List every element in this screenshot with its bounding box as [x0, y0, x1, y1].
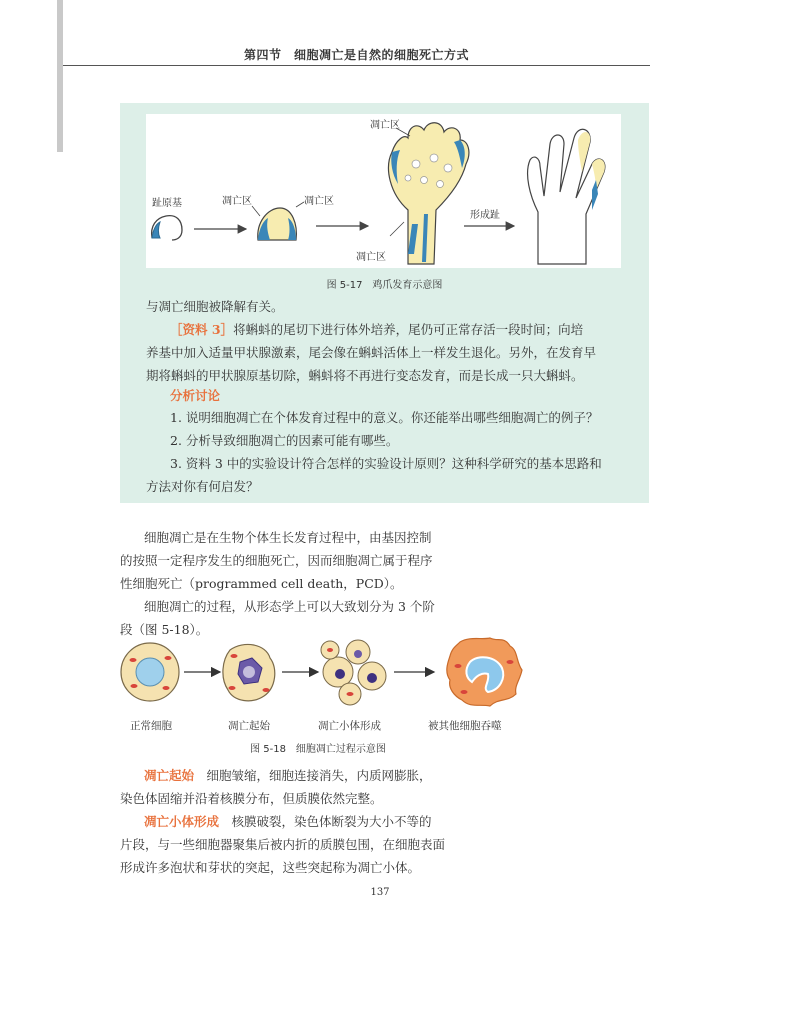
- stage-label-engulfed: 被其他细胞吞噬: [428, 720, 502, 732]
- page-number: 137: [370, 887, 390, 898]
- limb-paddle-shape: [389, 123, 469, 264]
- figure-5-17-caption: 图 5-17 鸡爪发育示意图: [326, 280, 443, 291]
- body-p2-line-1: 细胞凋亡的过程，从形态学上可以大致划分为 3 个阶: [144, 599, 435, 614]
- stage-start-line-2: 染色体固缩并沿着核膜分布，但质膜依然完整。: [120, 791, 383, 806]
- apoptosis-bud-shape: [258, 208, 297, 240]
- figure-5-18: [118, 632, 528, 712]
- material-3-line-3: 期将蝌蚪的甲状腺原基切除，蝌蚪将不再进行变态发育，而是长成一只大蝌蚪。: [146, 368, 584, 383]
- label-form-toe: 形成趾: [470, 210, 500, 221]
- stage-label-start: 凋亡起始: [228, 720, 270, 732]
- discussion-title: 分析讨论: [170, 388, 221, 403]
- stage-label-bodies: 凋亡小体形成: [318, 720, 381, 732]
- discussion-question-3-cont: 方法对你有何启发？: [146, 479, 259, 494]
- discussion-question-1: 1. 说明细胞凋亡在个体发育过程中的意义。你还能举出哪些细胞凋亡的例子？: [170, 410, 599, 425]
- term-apoptotic-body: 凋亡小体形成: [144, 814, 220, 829]
- discussion-question-2: 2. 分析导致细胞凋亡的因素可能有哪些。: [170, 433, 399, 448]
- stage-start-line-1: 凋亡起始 细胞皱缩，细胞连接消失，内质网膨胀，: [144, 768, 432, 783]
- body-p2-line-2: 段（图 5-18）。: [120, 622, 209, 637]
- discussion-question-3: 3. 资料 3 中的实验设计符合怎样的实验设计原则？这种科学研究的基本思路和: [170, 456, 602, 471]
- engulfing-cell-shape: [447, 638, 522, 706]
- stage-bodies-line-3: 形成许多泡状和芽状的突起，这些突起称为凋亡小体。: [120, 860, 421, 875]
- label-apoptosis-zone-b: 凋亡区: [304, 196, 334, 207]
- body-p1-line-2: 的按照一定程序发生的细胞死亡，因而细胞凋亡属于程序: [120, 553, 433, 568]
- section-header: 第四节 细胞凋亡是自然的细胞死亡方式: [243, 48, 469, 62]
- label-apoptosis-zone-top: 凋亡区: [370, 120, 400, 131]
- normal-cell-shape: [121, 643, 179, 701]
- page-edge-bar: [57, 0, 63, 152]
- formed-toes-shape: [528, 129, 605, 264]
- header-rule: [63, 65, 650, 66]
- label-toe-primordium: 趾原基: [152, 198, 182, 209]
- toe-primordium-shape: [152, 216, 182, 240]
- material-3-line-2: 养基中加入适量甲状腺激素，尾会像在蝌蚪活体上一样发生退化。另外，在发育早: [146, 345, 597, 360]
- stage-bodies-line-1: 凋亡小体形成 核膜破裂，染色体断裂为大小不等的: [144, 814, 432, 829]
- label-apoptosis-zone-bottom: 凋亡区: [356, 252, 386, 263]
- material-3-tag: ［资料 3］: [170, 322, 234, 337]
- figure-5-17: [146, 114, 621, 268]
- body-p1-line-1: 细胞凋亡是在生物个体生长发育过程中，由基因控制: [144, 530, 432, 545]
- apoptosis-start-cell-shape: [223, 644, 275, 700]
- figure-5-18-caption: 图 5-18 细胞凋亡过程示意图: [250, 744, 386, 755]
- term-apoptosis-start: 凋亡起始: [144, 768, 195, 783]
- material-3-line-1: ［资料 3］将蝌蚪的尾切下进行体外培养，尾仍可正常存活一段时间；向培: [170, 322, 584, 337]
- box-continued-line: 与凋亡细胞被降解有关。: [146, 299, 284, 314]
- body-p1-line-3: 性细胞死亡（programmed cell death，PCD）。: [120, 576, 403, 591]
- label-apoptosis-zone-a: 凋亡区: [222, 196, 252, 207]
- stage-bodies-line-2: 片段，与一些细胞器聚集后被内折的质膜包围，在细胞表面: [120, 837, 446, 852]
- stage-label-normal: 正常细胞: [130, 720, 172, 732]
- apoptotic-bodies-shape: [321, 640, 386, 705]
